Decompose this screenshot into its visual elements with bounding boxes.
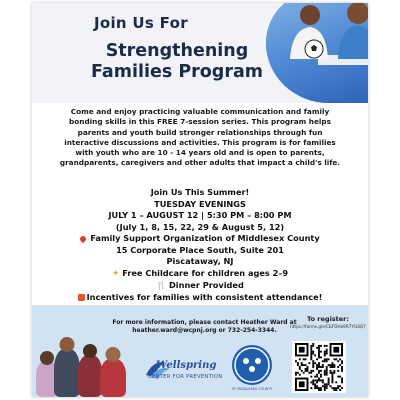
register-label: To register:: [307, 315, 349, 323]
register-link[interactable]: https://forms.gle/CbFDHa9R7YG8Q7: [290, 324, 366, 329]
contact-line-1: For more information, please contact Heather Ward at: [112, 319, 297, 326]
map-pin-icon: [79, 235, 87, 243]
flyer: [32, 3, 368, 397]
dinner-line: [44, 280, 356, 292]
kicker-heading: Join Us For: [94, 14, 188, 32]
session-dates-line: (July 1, 8, 15, 22, 29 & August 5, 12): [115, 221, 285, 232]
photo-person: [100, 359, 126, 397]
wellspring-name: Wellspring: [156, 360, 217, 371]
fork-knife-icon: 🍴: [156, 281, 167, 290]
photo-person-2-head: [347, 3, 368, 24]
intro-line: Come and enjoy practicing valuable communication and family: [70, 107, 330, 116]
photo-person-1-head: [300, 5, 320, 25]
flyer-footer: [32, 305, 368, 397]
photo-person: [54, 349, 80, 397]
date-time-line: JULY 1 – AUGUST 12 | 5:30 PM – 8:00 PM: [108, 210, 292, 220]
address-line-1: 15 Corporate Place South, Suite 201: [116, 244, 284, 255]
title-line-2: Families Program: [90, 62, 264, 82]
wellspring-subtitle: CENTER FOR PREVENTION: [148, 374, 223, 380]
sparkle-icon: ✦: [111, 268, 120, 279]
incentives-text: Incentives for families with consistent attendance!: [86, 291, 323, 302]
photo-figures: [266, 3, 368, 103]
contact-line-2[interactable]: heather.ward@wcpnj.org or 732-254-3344.: [132, 327, 277, 334]
evenings-line: TUESDAY EVENINGS: [154, 198, 246, 209]
intro-line: interactive discussions and activities. This program is for families: [64, 137, 336, 147]
intro-paragraph: [50, 107, 350, 169]
address-line-2: Piscataway, NJ: [166, 256, 234, 266]
family-photo: [266, 3, 368, 103]
photo-person-2-body: [338, 25, 368, 59]
childcare-line: [44, 268, 356, 281]
coalition-logo-icon: [232, 345, 272, 385]
dinner-text: Dinner Provided: [169, 280, 244, 290]
qr-code-graphic: [294, 343, 344, 391]
organization-line: [44, 233, 356, 245]
organization-name: Family Support Organization of Middlesex County: [90, 233, 320, 243]
family-group-photo: [32, 335, 142, 397]
summer-heading: Join Us This Summer!: [150, 187, 250, 197]
intro-line: grandparents, caregivers and other adults that impact a child's life.: [59, 158, 341, 168]
coalition-subtitle: OF MIDDLESEX COUNTY: [231, 387, 273, 391]
contact-info: [112, 319, 297, 335]
photo-person: [78, 355, 102, 397]
incentives-line: [44, 292, 356, 304]
intro-line: bonding skills in this FREE 7-session series. This program helps: [69, 117, 331, 127]
intro-line: with youth who are 10 - 14 years old and is open to parents,: [75, 148, 325, 158]
flyer-header: [32, 3, 368, 103]
qr-code[interactable]: [292, 341, 346, 393]
gift-icon: [78, 294, 85, 301]
childcare-text: Free Childcare for children ages 2–9: [122, 267, 289, 278]
program-title: [62, 41, 292, 83]
title-line-1: Strengthening: [105, 41, 249, 61]
intro-line: parents and youth build stronger relationships through fun: [77, 127, 323, 137]
event-details: [44, 187, 356, 303]
